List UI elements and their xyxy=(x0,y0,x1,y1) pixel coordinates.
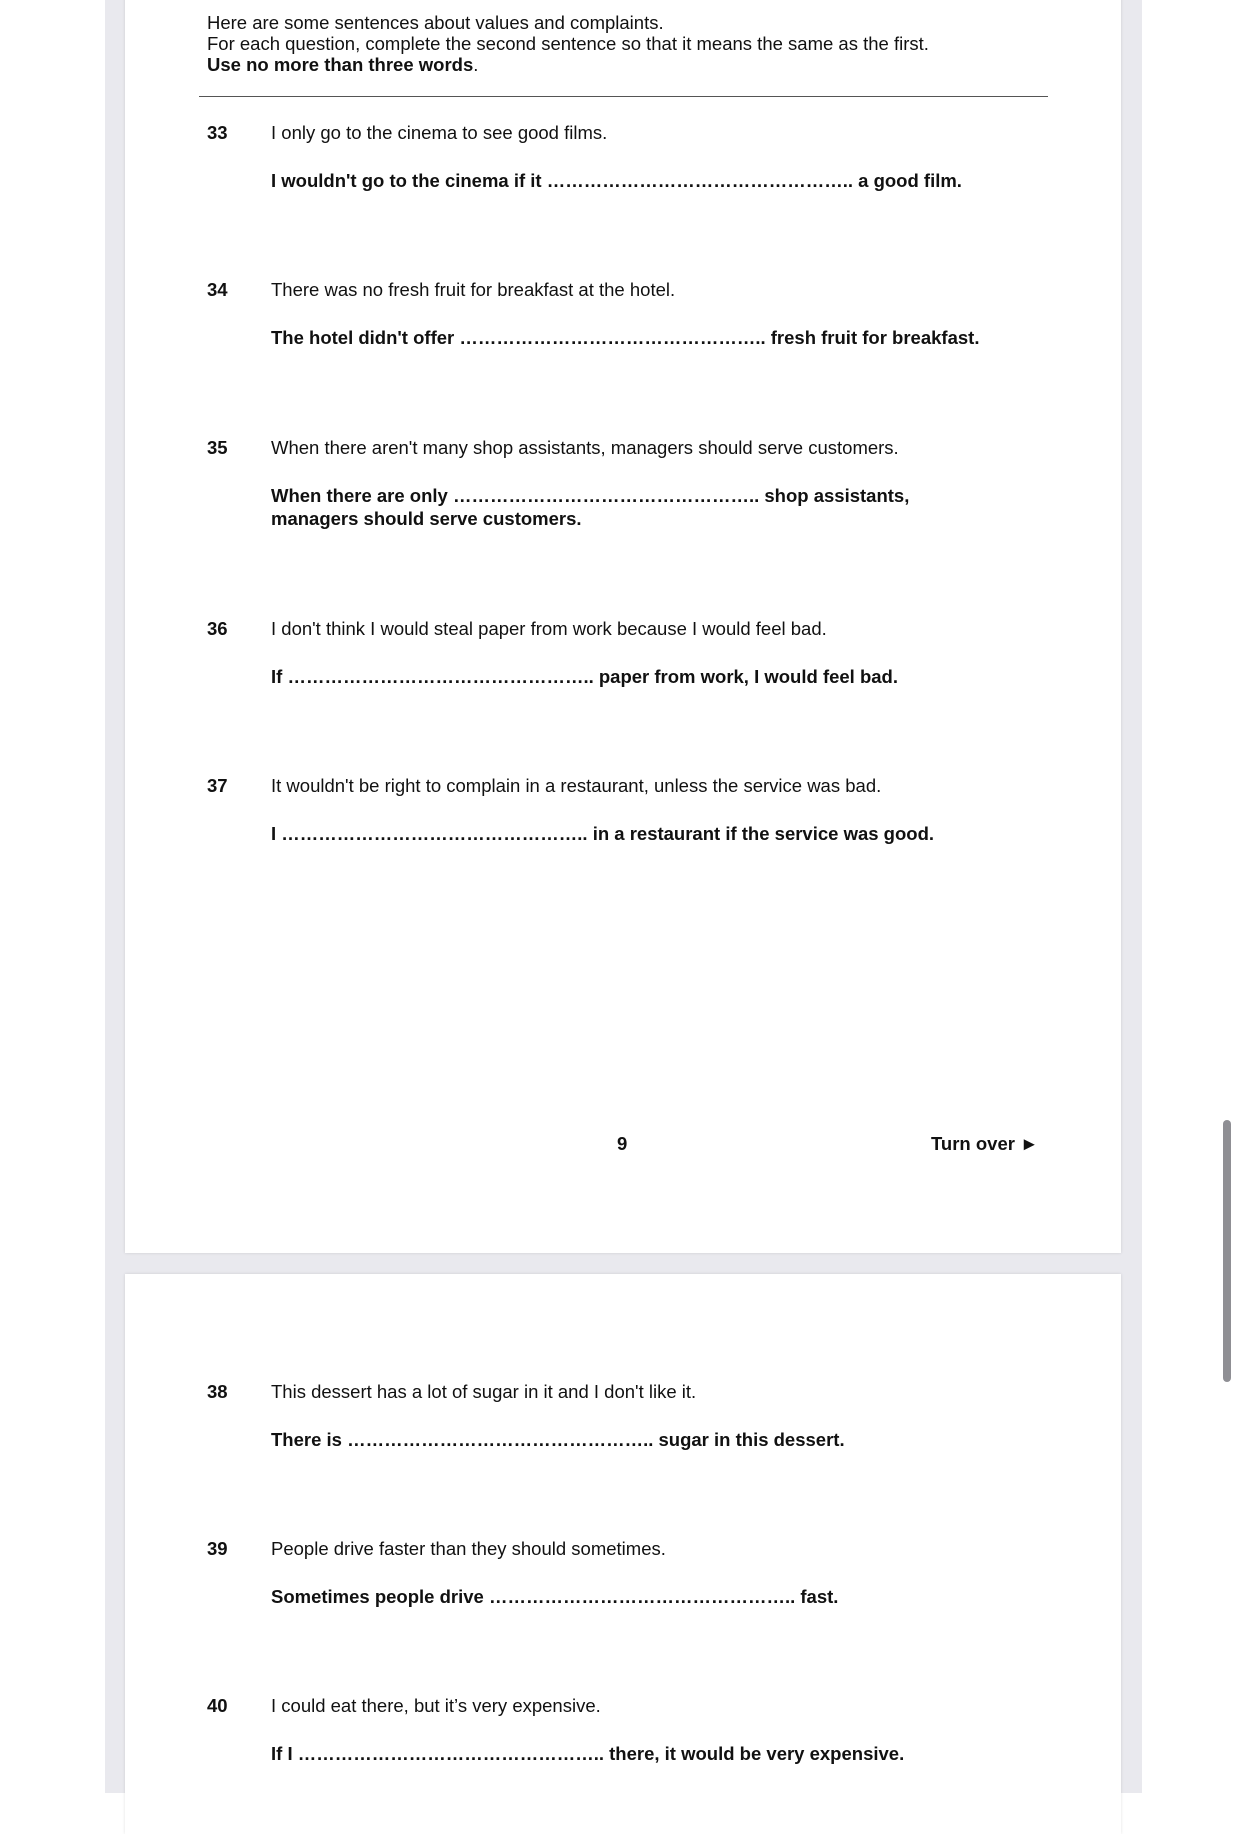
question-sentence: I only go to the cinema to see good films. xyxy=(271,122,608,143)
question-number: 34 xyxy=(207,279,228,300)
divider-rule xyxy=(199,96,1048,97)
instruction-line-2: For each question, complete the second sentence so that it means the same as the first. xyxy=(207,33,929,54)
question-answer-line: I ………………………………………….. in a restaurant if the service was good. xyxy=(271,823,935,844)
question-sentence: This dessert has a lot of sugar in it and I don't like it. xyxy=(271,1381,697,1402)
question-number: 40 xyxy=(207,1695,228,1716)
instruction-period: . xyxy=(473,54,479,75)
question-answer-line: If ………………………………………….. paper from work, I would feel bad. xyxy=(271,666,898,687)
question-number: 36 xyxy=(207,618,228,639)
question-answer-line: If I ………………………………………….. there, it would be very expensive. xyxy=(271,1743,905,1764)
question-number: 38 xyxy=(207,1381,228,1402)
question-answer-line: The hotel didn't offer ………………………………………….. fresh fruit for breakfast. xyxy=(271,327,980,348)
turn-over-label: Turn over ► xyxy=(931,1133,1039,1154)
question-sentence: I could eat there, but it’s very expensive. xyxy=(271,1695,601,1716)
question-sentence: People drive faster than they should sometimes. xyxy=(271,1538,666,1559)
question-sentence: There was no fresh fruit for breakfast at the hotel. xyxy=(271,279,676,300)
question-number: 35 xyxy=(207,437,228,458)
question-answer-line: Sometimes people drive ………………………………………….. fast. xyxy=(271,1586,839,1607)
page-number: 9 xyxy=(617,1133,628,1154)
question-sentence: I don't think I would steal paper from work because I would feel bad. xyxy=(271,618,827,639)
instruction-line-3 xyxy=(207,54,929,75)
question-answer-line: I wouldn't go to the cinema if it ………………………………………….. a good film. xyxy=(271,170,962,191)
document-page-10 xyxy=(125,1274,1121,1834)
question-sentence: It wouldn't be right to complain in a restaurant, unless the service was bad. xyxy=(271,775,882,796)
instruction-line-1: Here are some sentences about values and complaints. xyxy=(207,12,664,33)
instructions xyxy=(207,12,929,75)
document-page-9 xyxy=(125,0,1121,1253)
question-number: 33 xyxy=(207,122,228,143)
scrollbar-track[interactable] xyxy=(1220,0,1242,1793)
question-answer-line: There is ………………………………………….. sugar in this dessert. xyxy=(271,1429,845,1450)
scrollbar-thumb[interactable] xyxy=(1223,1120,1231,1382)
instruction-word-limit: Use no more than three words xyxy=(207,54,474,75)
question-number: 37 xyxy=(207,775,228,796)
question-number: 39 xyxy=(207,1538,228,1559)
question-sentence: When there aren't many shop assistants, managers should serve customers. xyxy=(271,437,899,458)
question-answer-line: When there are only ………………………………………….. shop assistants, managers should serve customers. xyxy=(271,485,910,529)
